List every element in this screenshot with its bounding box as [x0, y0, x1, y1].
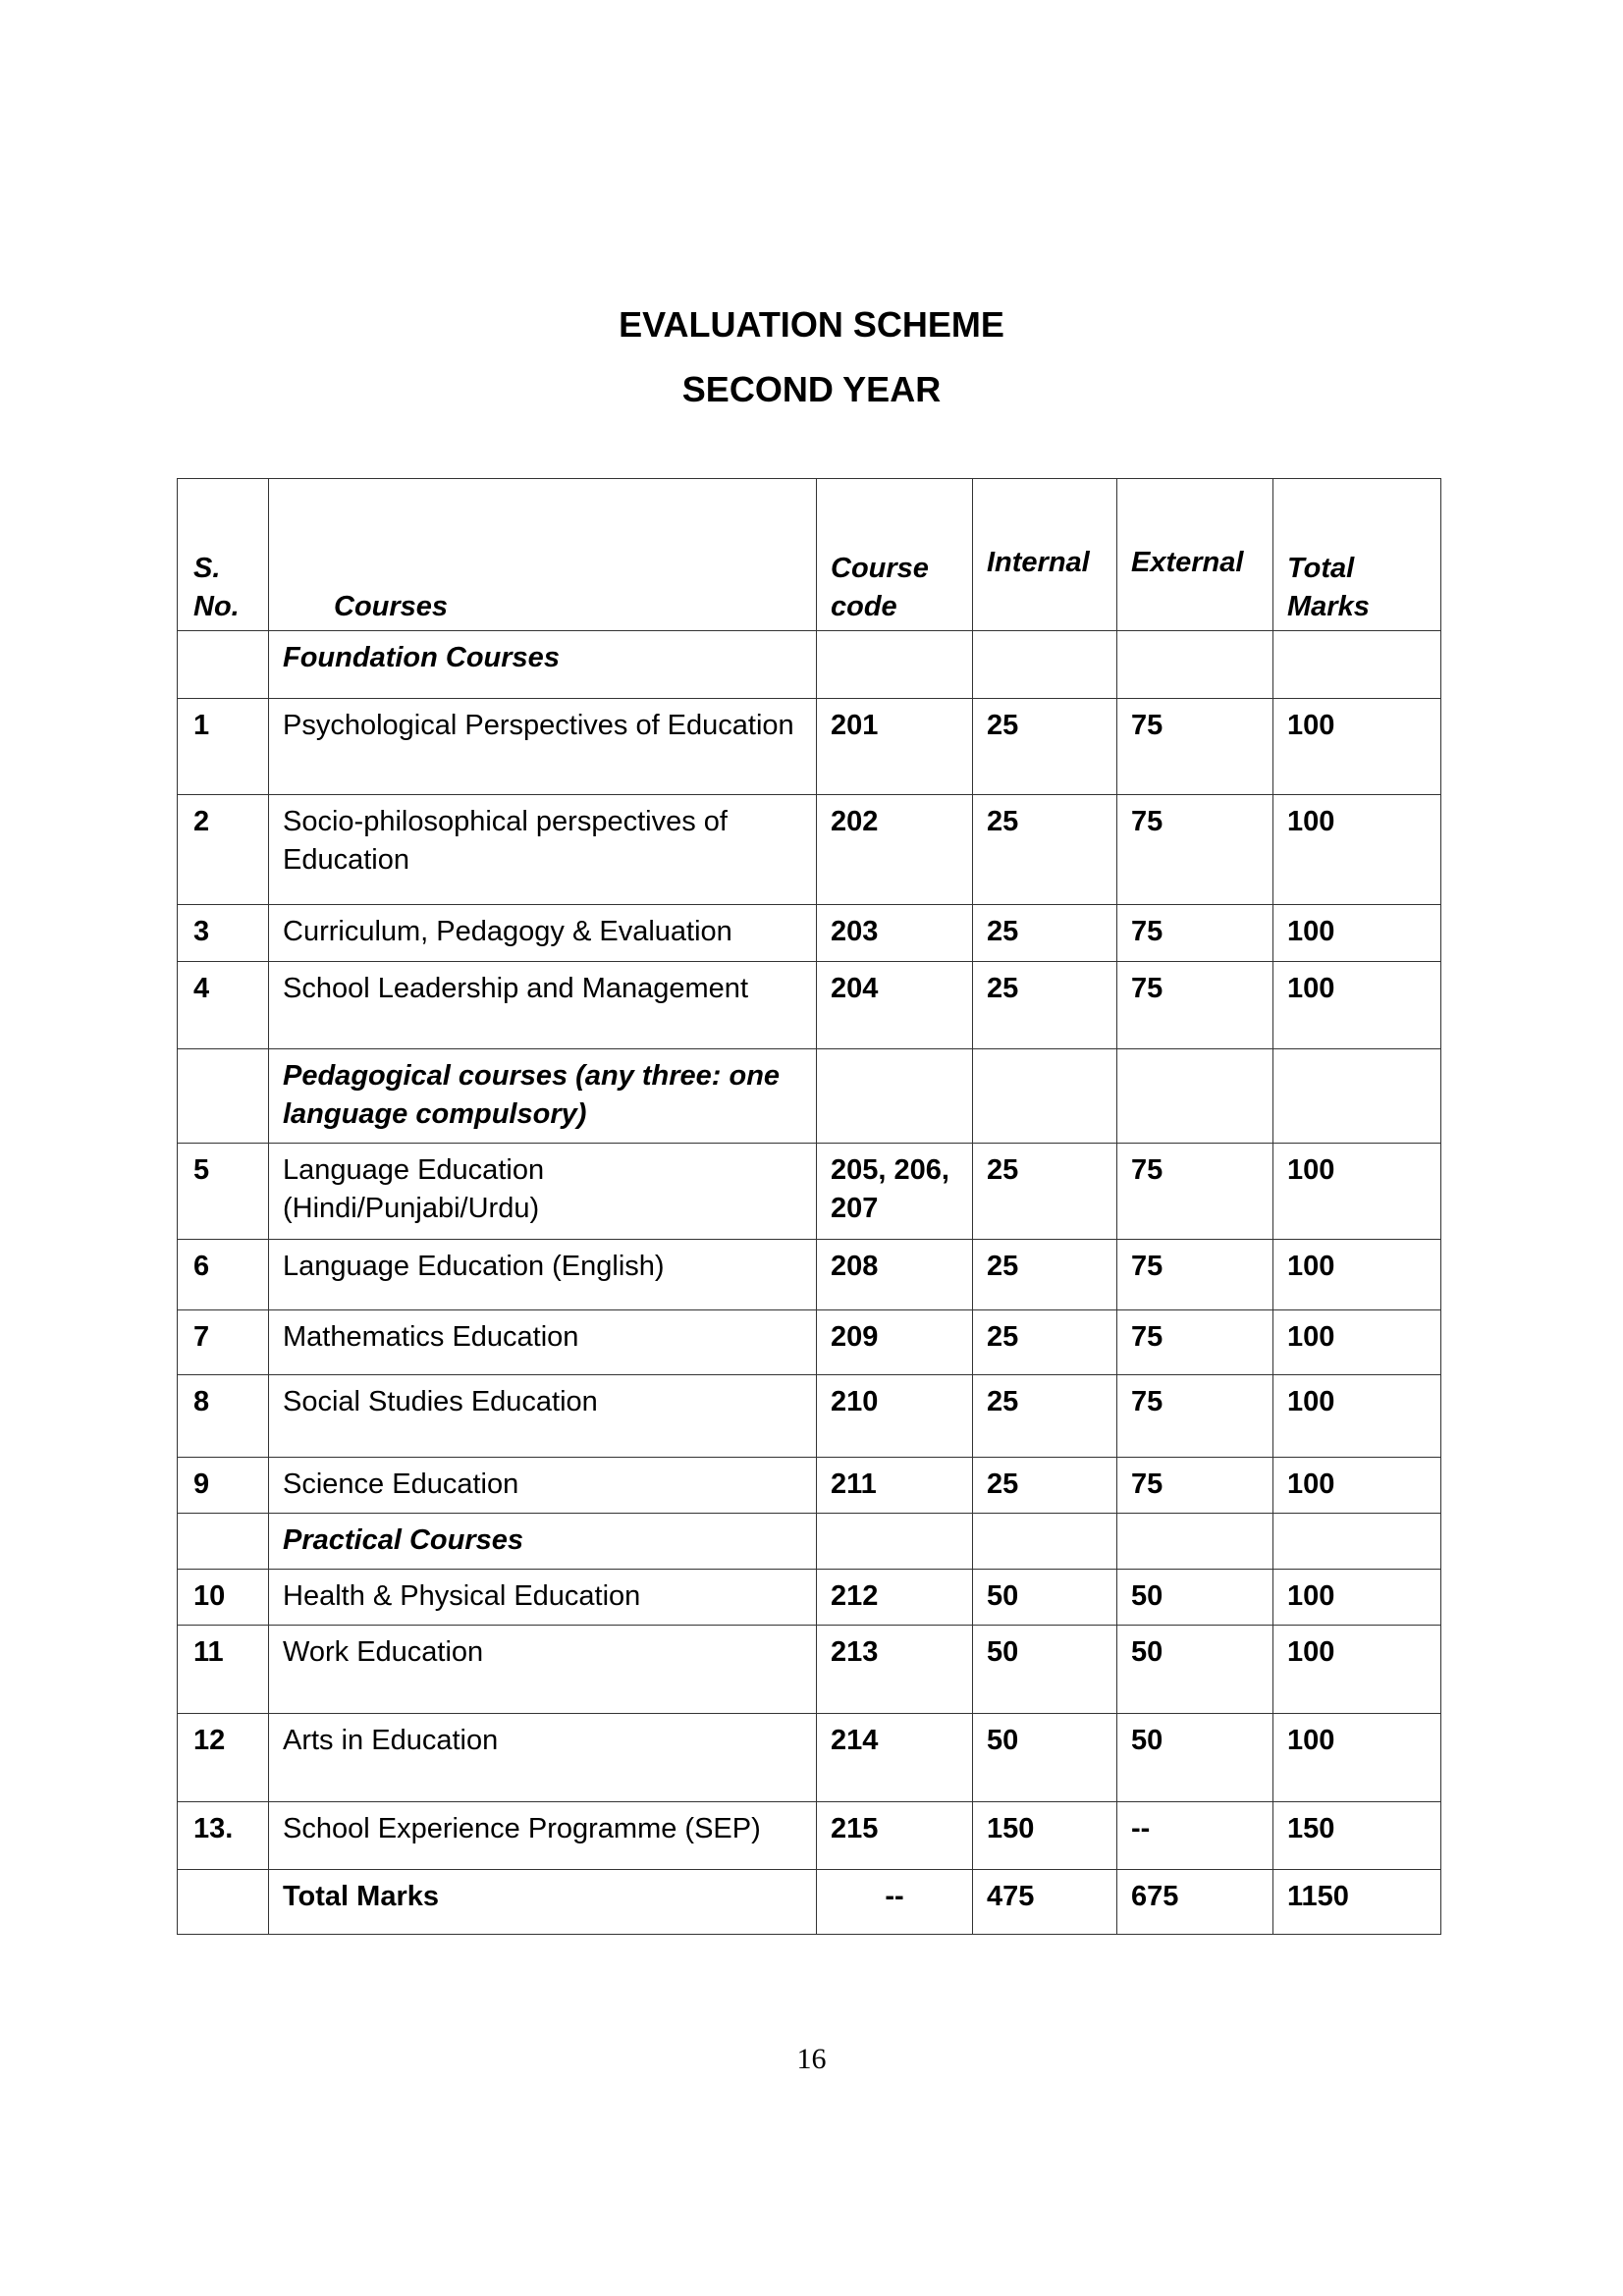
cell-sno: 10: [178, 1570, 269, 1626]
header-course-code: Course code: [817, 479, 973, 631]
cell-total: 100: [1273, 1144, 1441, 1240]
cell-code: 205, 206, 207: [817, 1144, 973, 1240]
table-row: [178, 1570, 1441, 1626]
totals-internal: 475: [973, 1870, 1117, 1935]
cell-total: 100: [1273, 1375, 1441, 1458]
cell-sno: 6: [178, 1240, 269, 1310]
cell-external: 75: [1117, 1240, 1273, 1310]
cell-course: Social Studies Education: [269, 1375, 817, 1458]
cell-internal: 25: [973, 795, 1117, 905]
cell-internal: 25: [973, 962, 1117, 1049]
cell-external: 75: [1117, 905, 1273, 962]
totals-total: 1150: [1273, 1870, 1441, 1935]
cell-code: 204: [817, 962, 973, 1049]
cell-total: 100: [1273, 1714, 1441, 1802]
totals-code: --: [817, 1870, 973, 1935]
cell-sno: 3: [178, 905, 269, 962]
cell-internal: 25: [973, 1240, 1117, 1310]
cell-sno: 8: [178, 1375, 269, 1458]
cell-internal: 150: [973, 1802, 1117, 1870]
cell-internal: 50: [973, 1714, 1117, 1802]
cell-sno: 13.: [178, 1802, 269, 1870]
cell-sno: 2: [178, 795, 269, 905]
cell-code: 214: [817, 1714, 973, 1802]
cell-external: --: [1117, 1802, 1273, 1870]
header-internal: Internal: [973, 479, 1117, 631]
section-pedagogical: Pedagogical courses (any three: one language compulsory): [269, 1049, 817, 1144]
cell-external: 75: [1117, 1458, 1273, 1514]
cell-external: 50: [1117, 1714, 1273, 1802]
cell-external: 50: [1117, 1570, 1273, 1626]
header-total: Total Marks: [1273, 479, 1441, 631]
cell-sno: 11: [178, 1626, 269, 1714]
cell-internal: 25: [973, 1310, 1117, 1375]
cell-total: 100: [1273, 1626, 1441, 1714]
totals-row: [178, 1870, 1441, 1935]
cell-internal: 25: [973, 699, 1117, 795]
cell-external: 75: [1117, 962, 1273, 1049]
section-row: [178, 631, 1441, 699]
cell-external: 75: [1117, 795, 1273, 905]
table-row: [178, 1626, 1441, 1714]
cell-total: 100: [1273, 699, 1441, 795]
cell-sno: 4: [178, 962, 269, 1049]
cell-total: 100: [1273, 962, 1441, 1049]
page-number: 16: [796, 2043, 827, 2075]
cell-code: 203: [817, 905, 973, 962]
cell-code: 208: [817, 1240, 973, 1310]
table-row: [178, 1802, 1441, 1870]
cell-external: 75: [1117, 1310, 1273, 1375]
cell-code: 209: [817, 1310, 973, 1375]
section-foundation: Foundation Courses: [269, 631, 817, 699]
cell-course: School Experience Programme (SEP): [269, 1802, 817, 1870]
table-row: [178, 1240, 1441, 1310]
section-row: [178, 1514, 1441, 1570]
cell-sno: 7: [178, 1310, 269, 1375]
cell-code: 201: [817, 699, 973, 795]
cell-sno: 1: [178, 699, 269, 795]
cell-course: Science Education: [269, 1458, 817, 1514]
cell-total: 100: [1273, 905, 1441, 962]
cell-course: Language Education (Hindi/Punjabi/Urdu): [269, 1144, 817, 1240]
table-row: [178, 699, 1441, 795]
cell-external: 75: [1117, 1144, 1273, 1240]
cell-external: 50: [1117, 1626, 1273, 1714]
cell-code: 215: [817, 1802, 973, 1870]
header-courses: Courses: [269, 479, 817, 631]
section-row: [178, 1049, 1441, 1144]
cell-sno: 12: [178, 1714, 269, 1802]
cell-internal: 25: [973, 1375, 1117, 1458]
cell-sno: 9: [178, 1458, 269, 1514]
cell-course: Mathematics Education: [269, 1310, 817, 1375]
table-row: [178, 795, 1441, 905]
cell-external: 75: [1117, 1375, 1273, 1458]
document-title: EVALUATION SCHEME: [619, 304, 1004, 345]
cell-course: Arts in Education: [269, 1714, 817, 1802]
table-header-row: [178, 479, 1441, 631]
cell-internal: 50: [973, 1570, 1117, 1626]
cell-course: Psychological Perspectives of Education: [269, 699, 817, 795]
cell-course: School Leadership and Management: [269, 962, 817, 1049]
section-practical: Practical Courses: [269, 1514, 817, 1570]
cell-internal: 25: [973, 1458, 1117, 1514]
cell-sno: 5: [178, 1144, 269, 1240]
table-row: [178, 1458, 1441, 1514]
table-row: [178, 905, 1441, 962]
table-row: [178, 1375, 1441, 1458]
cell-code: 202: [817, 795, 973, 905]
cell-total: 100: [1273, 795, 1441, 905]
cell-course: Work Education: [269, 1626, 817, 1714]
table-row: [178, 1310, 1441, 1375]
cell-code: 212: [817, 1570, 973, 1626]
cell-course: Health & Physical Education: [269, 1570, 817, 1626]
cell-total: 100: [1273, 1240, 1441, 1310]
cell-total: 150: [1273, 1802, 1441, 1870]
table-row: [178, 1144, 1441, 1240]
table-row: [178, 1714, 1441, 1802]
totals-external: 675: [1117, 1870, 1273, 1935]
document-subtitle: SECOND YEAR: [681, 369, 942, 409]
cell-course: Socio-philosophical perspectives of Education: [269, 795, 817, 905]
cell-internal: 25: [973, 1144, 1117, 1240]
cell-code: 211: [817, 1458, 973, 1514]
header-external: External: [1117, 479, 1273, 631]
cell-internal: 25: [973, 905, 1117, 962]
cell-course: Language Education (English): [269, 1240, 817, 1310]
evaluation-table: [177, 478, 1441, 1935]
cell-external: 75: [1117, 699, 1273, 795]
table-row: [178, 962, 1441, 1049]
cell-total: 100: [1273, 1310, 1441, 1375]
header-sno: S. No.: [178, 479, 269, 631]
cell-code: 213: [817, 1626, 973, 1714]
cell-internal: 50: [973, 1626, 1117, 1714]
cell-total: 100: [1273, 1570, 1441, 1626]
totals-label: Total Marks: [269, 1870, 817, 1935]
cell-course: Curriculum, Pedagogy & Evaluation: [269, 905, 817, 962]
cell-code: 210: [817, 1375, 973, 1458]
cell-total: 100: [1273, 1458, 1441, 1514]
